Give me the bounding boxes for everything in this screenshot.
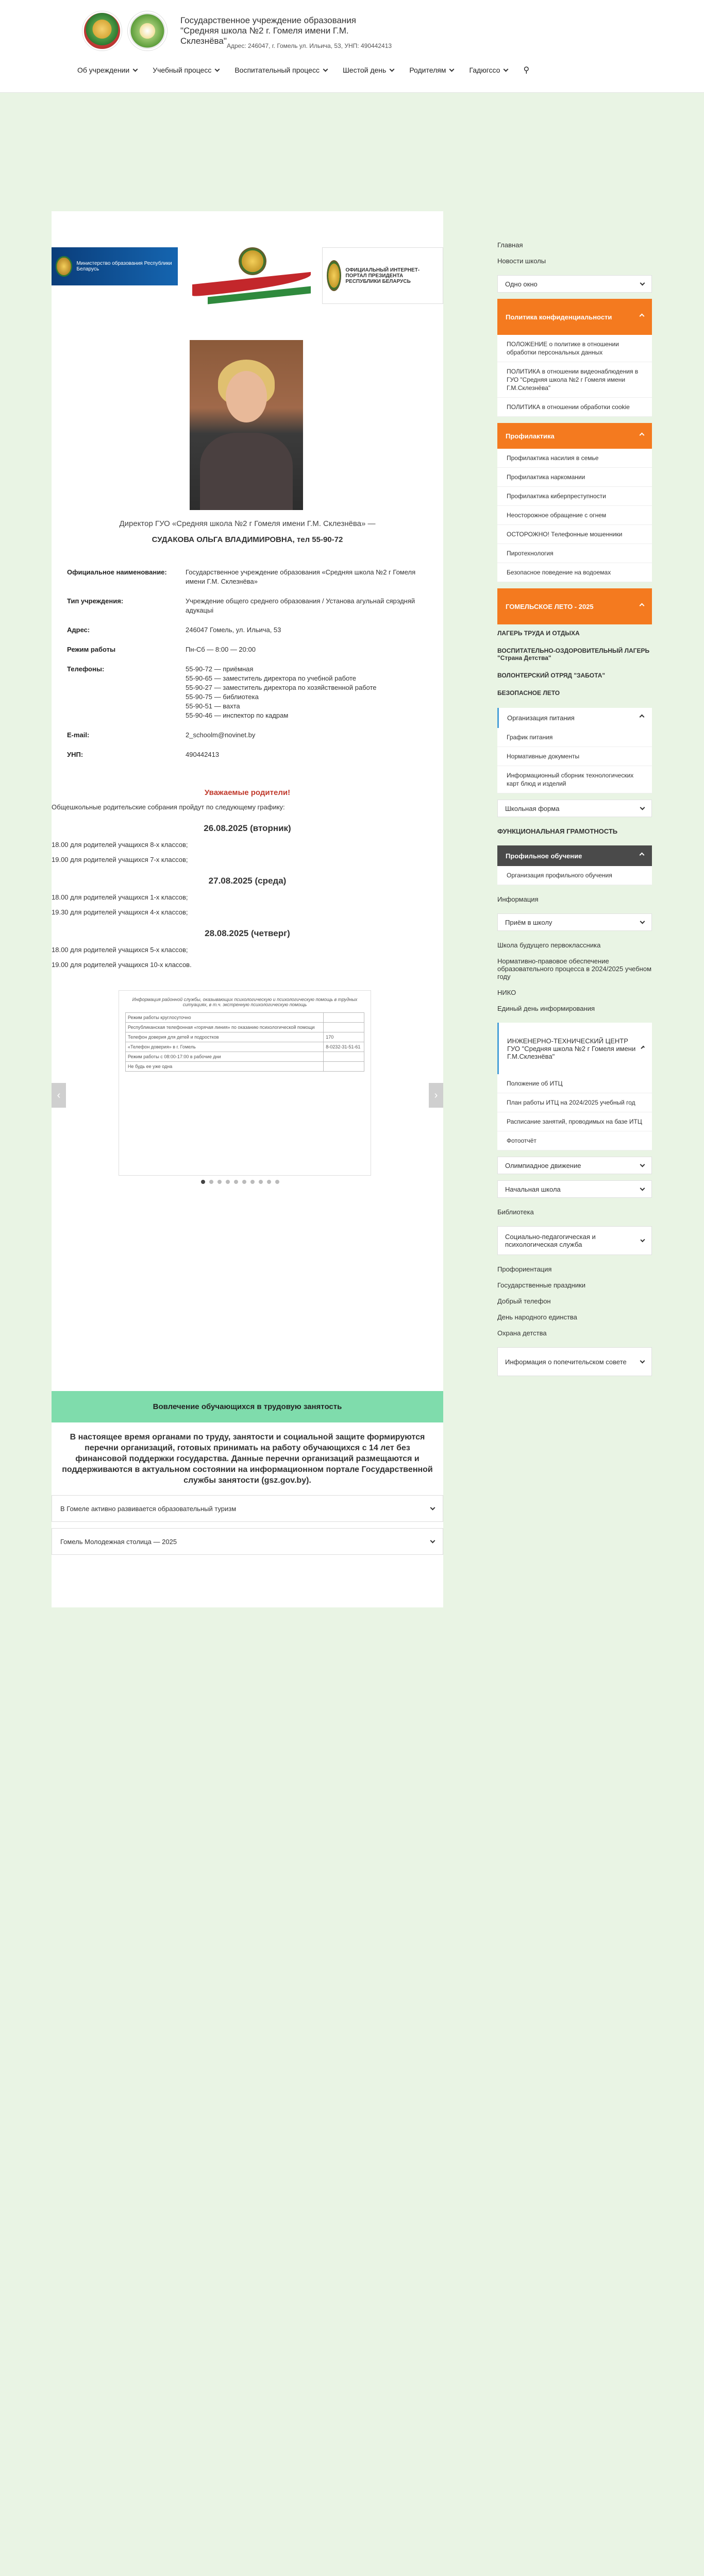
sidebar-link[interactable]: Школа будущего первоклассника	[497, 941, 601, 949]
slide-cell	[324, 1062, 364, 1072]
slider-dot[interactable]	[259, 1180, 263, 1184]
center-panel-header[interactable]	[497, 1023, 652, 1074]
slide-row	[126, 1052, 364, 1062]
sidebar-subitem[interactable]: ПОЛОЖЕНИЕ о политике в отношении обработки персональных данных	[497, 335, 652, 362]
chevron-down-icon	[640, 805, 645, 810]
meeting-date: 28.08.2025 (четверг)	[205, 928, 290, 938]
sidebar-link[interactable]: Профориентация	[497, 1265, 552, 1273]
info-row	[62, 620, 433, 640]
info-row	[62, 563, 433, 591]
dropdown-label: Начальная школа	[505, 1185, 561, 1193]
notice-title: Уважаемые родители!	[204, 788, 291, 797]
emblem-icon	[327, 260, 341, 291]
notice-intro: Общешкольные родительские собрания пройдут по следующему графику:	[52, 803, 285, 811]
career-panel-header[interactable]	[497, 845, 652, 866]
food-panel	[497, 708, 652, 793]
sidebar-subitem[interactable]: ЛАГЕРЬ ТРУДА И ОТДЫХА	[497, 630, 580, 637]
page-body	[0, 93, 704, 2576]
chevron-down-icon	[640, 1185, 645, 1191]
state-emblem-icon	[82, 11, 122, 50]
sidebar-link[interactable]: НИКО	[497, 989, 516, 996]
info-value: 55-90-72 — приёмная 55-90-65 — заместитель директора по учебной работе 55-90-27 — заместитель директора по хозяйственной работе 55-90-75 — библиотека 55-90-51 — вахта 55-90-46 — инспектор по кадрам	[186, 665, 377, 719]
accordion-label: В Гомеле активно развивается образовательный туризм	[60, 1504, 237, 1513]
main-nav	[77, 65, 529, 75]
dropdown-label: Одно окно	[505, 280, 538, 288]
slide-cell	[324, 1013, 364, 1023]
sidebar-link[interactable]: Охрана детства	[497, 1329, 547, 1337]
sidebar-link[interactable]: Новости школы	[497, 257, 546, 265]
center-items	[497, 1074, 652, 1150]
school-address: Адрес: 246047, г. Гомель ул. Ильича, 53, УНП: 490442413	[227, 42, 392, 49]
chevron-down-icon	[449, 66, 455, 72]
sidebar-subitem[interactable]: ОСТОРОЖНО! Телефонные мошенники	[497, 525, 652, 544]
slider-prev-button[interactable]: ‹	[52, 1083, 66, 1108]
meeting-line: 19.30 для родителей учащихся 4-х классов;	[52, 908, 188, 916]
director-photo	[190, 340, 303, 510]
sidebar-subitem[interactable]: Расписание занятий, проводимых на базе ИТЦ	[497, 1112, 652, 1131]
info-value: Учреждение общего среднего образования / Установа агульнай сярэдняй адукацыі	[186, 597, 415, 614]
accordion-item[interactable]	[52, 1495, 443, 1522]
slider-dot[interactable]	[226, 1180, 230, 1184]
sidebar-link[interactable]: Информация	[497, 895, 539, 903]
info-key: Режим работы	[67, 646, 116, 653]
meeting-line: 19.00 для родителей учащихся 10-х классов.	[52, 961, 192, 969]
sidebar-dropdown[interactable]	[497, 913, 652, 931]
summer-items	[497, 624, 652, 702]
slide-cell: Режим работы с 08:00-17:00 в рабочие дни	[126, 1052, 324, 1062]
info-row	[62, 591, 433, 620]
sidebar-link[interactable]: ФУНКЦИОНАЛЬНАЯ ГРАМОТНОСТЬ	[497, 827, 618, 835]
summer-panel-header[interactable]	[497, 588, 652, 624]
prevention-panel	[497, 423, 652, 582]
meeting-date: 26.08.2025 (вторник)	[204, 823, 291, 833]
chevron-up-icon	[641, 1045, 645, 1049]
dropdown-label: Приём в школу	[505, 918, 552, 926]
sidebar-link[interactable]: Нормативно-правовое обеспечение образовательного процесса в 2024/2025 учебном году	[497, 957, 652, 980]
panel-title: ИНЖЕНЕРНО-ТЕХНИЧЕСКИЙ ЦЕНТР ГУО "Средняя школа №2 г Гомеля имени Г.М.Склезнёва"	[507, 1037, 636, 1060]
sidebar	[497, 237, 652, 1382]
info-row	[62, 745, 433, 765]
sidebar-subitem[interactable]: План работы ИТЦ на 2024/2025 учебный год	[497, 1093, 652, 1112]
employment-text: В настоящее время органами по труду, занятости и социальной защите формируются перечни организаций, готовых принимать на работу обучающихся с 14 лет без финансовой поддержки государства. Данные перечни организаций размещаются и поддерживаются в актуальном состоянии на информационном портале Государственной службы занятости (gsz.gov.by).	[62, 1433, 433, 1485]
slide-row	[126, 1032, 364, 1042]
chevron-down-icon	[640, 1162, 645, 1167]
site-header	[0, 0, 704, 93]
slide-table	[125, 1012, 364, 1072]
chevron-down-icon	[390, 66, 395, 72]
ministry-banner[interactable]	[52, 247, 178, 285]
info-key: Официальное наименование:	[67, 568, 167, 576]
summer-panel	[497, 588, 652, 702]
slider-dot[interactable]	[201, 1180, 205, 1184]
sidebar-subitem[interactable]: БЕЗОПАСНОЕ ЛЕТО	[497, 689, 560, 697]
sidebar-subitem[interactable]: Безопасное поведение на водоемах	[497, 563, 652, 582]
employment-heading: Вовлечение обучающихся в трудовую занятость	[52, 1391, 443, 1422]
sidebar-subitem[interactable]: Фотоотчёт	[497, 1131, 652, 1150]
slider-dot[interactable]	[250, 1180, 255, 1184]
policy-items	[497, 335, 652, 417]
ministry-banner-label: Министерство образования Республики Беларусь	[76, 261, 172, 272]
slider-dots	[201, 1180, 279, 1184]
slider-dot[interactable]	[242, 1180, 246, 1184]
chevron-up-icon	[640, 432, 645, 437]
nav-item[interactable]: Шестой день	[343, 65, 394, 75]
chevron-down-icon	[430, 1505, 435, 1510]
policy-panel	[497, 299, 652, 417]
nav-item[interactable]: Родителям	[409, 65, 454, 75]
sidebar-subitem[interactable]: Неосторожное обращение с огнем	[497, 506, 652, 525]
dropdown-label: Школьная форма	[505, 804, 560, 812]
nav-item[interactable]: Воспитательный процесс	[234, 65, 327, 75]
info-key: Тип учреждения:	[67, 597, 124, 605]
info-row	[62, 725, 433, 745]
info-key: E-mail:	[67, 731, 90, 739]
sidebar-subitem[interactable]: Пиротехнология	[497, 544, 652, 563]
sidebar-link[interactable]: Единый день информирования	[497, 1005, 595, 1012]
meeting-date: 27.08.2025 (среда)	[208, 876, 287, 886]
chevron-up-icon	[640, 603, 645, 608]
accordion-label: Гомель Молодежная столица — 2025	[60, 1537, 177, 1546]
engineering-center-panel	[497, 1023, 652, 1150]
sidebar-subitem[interactable]: Профилактика наркомании	[497, 468, 652, 487]
chevron-down-icon	[323, 66, 328, 72]
sidebar-subitem[interactable]: Профилактика киберпреступности	[497, 487, 652, 506]
school-logo-icon[interactable]	[128, 11, 167, 50]
slider-dot[interactable]	[267, 1180, 271, 1184]
chevron-down-icon	[640, 919, 645, 924]
info-row	[62, 640, 433, 659]
chevron-down-icon	[640, 1358, 645, 1363]
employment-section	[52, 1391, 443, 1555]
dropdown-label: Социально-педагогическая и психологическая служба	[505, 1233, 596, 1248]
sidebar-dropdown[interactable]	[497, 1180, 652, 1198]
sidebar-subitem[interactable]: Организация профильного обучения	[497, 866, 652, 885]
slider-dot[interactable]	[217, 1180, 222, 1184]
sidebar-subitem[interactable]: Профилактика насилия в семье	[497, 449, 652, 468]
dropdown-label: Информация о попечительском совете	[505, 1358, 627, 1366]
slider-dot[interactable]	[209, 1180, 213, 1184]
photo-body	[200, 433, 293, 510]
slide-cell: «Телефон доверия» в г. Гомель	[126, 1042, 324, 1052]
sidebar-dropdown[interactable]	[497, 1226, 652, 1255]
slide	[119, 990, 371, 1176]
chevron-down-icon	[215, 66, 220, 72]
slide-cell: Телефон доверия для детей и подростков	[126, 1032, 324, 1042]
sidebar-link[interactable]: Добрый телефон	[497, 1297, 551, 1305]
header-logos	[82, 11, 167, 50]
slide-cell	[324, 1052, 364, 1062]
meeting-line: 18.00 для родителей учащихся 1-х классов;	[52, 893, 188, 901]
info-value: Пн-Сб — 8:00 — 20:00	[186, 646, 256, 653]
chevron-down-icon	[640, 1237, 645, 1242]
sidebar-link[interactable]: Библиотека	[497, 1208, 534, 1216]
food-panel-header[interactable]	[497, 708, 652, 728]
sidebar-dropdown[interactable]	[497, 275, 652, 293]
chevron-down-icon	[640, 280, 645, 285]
info-value: 246047 Гомель, ул. Ильича, 53	[186, 626, 281, 634]
slider-dot[interactable]	[234, 1180, 238, 1184]
sidebar-link[interactable]: Государственные праздники	[497, 1281, 586, 1289]
meeting-line: 18.00 для родителей учащихся 8-х классов;	[52, 841, 188, 849]
emblem-icon	[239, 247, 266, 275]
sidebar-subitem[interactable]: Нормативные документы	[497, 747, 652, 766]
slide-row	[126, 1042, 364, 1052]
prevention-panel-header[interactable]	[497, 423, 652, 449]
panel-title: Политика конфиденциальности	[506, 313, 612, 321]
policy-panel-header[interactable]	[497, 299, 652, 335]
meeting-line: 19.00 для родителей учащихся 7-х классов;	[52, 856, 188, 863]
chevron-up-icon	[640, 715, 645, 720]
sidebar-links	[497, 937, 652, 1016]
slide-cell: Республиканская телефонная «горячая линия» по оказанию психологической помощи	[126, 1023, 324, 1032]
info-slider	[52, 990, 443, 1186]
panel-title: ГОМЕЛЬСКОЕ ЛЕТО - 2025	[506, 602, 594, 611]
school-info-table	[62, 563, 433, 765]
panel-title: Организация питания	[507, 714, 575, 722]
panel-title: Профилактика	[506, 432, 555, 440]
slider-next-button[interactable]: ›	[429, 1083, 443, 1108]
meeting-line: 18.00 для родителей учащихся 5-х классов;	[52, 946, 188, 954]
sidebar-subitem[interactable]: ПОЛИТИКА в отношении видеонаблюдения в ГУО "Средняя школа №2 г Гомеля имени Г.М.Склезнёва"	[497, 362, 652, 398]
meeting-schedule	[52, 823, 443, 969]
info-key: УНП:	[67, 751, 83, 758]
chevron-down-icon	[430, 1538, 435, 1543]
slide-cell: 170	[324, 1032, 364, 1042]
dropdown-label: Олимпиадное движение	[505, 1161, 581, 1170]
slide-row	[126, 1013, 364, 1023]
sidebar-links	[497, 1261, 652, 1341]
nav-item[interactable]: Гадюгссо	[469, 65, 508, 75]
sidebar-dropdown[interactable]	[497, 800, 652, 817]
portal-banner-label: ОФИЦИАЛЬНЫЙ ИНТЕРНЕТ-ПОРТАЛ ПРЕЗИДЕНТА РЕСПУБЛИКИ БЕЛАРУСЬ	[345, 267, 420, 284]
nav-item[interactable]: Об учреждении	[77, 65, 137, 75]
school-title[interactable]: Государственное учреждение образования "Средняя школа №2 г. Гомеля имени Г.М. Склезнёва"	[180, 15, 357, 46]
info-value: Государственное учреждение образования «Средняя школа №2 г Гомеля имени Г.М. Склезнёва»	[186, 568, 416, 585]
photo-face	[226, 371, 267, 422]
slide-cell	[324, 1023, 364, 1032]
food-items	[497, 728, 652, 793]
sidebar-subitem[interactable]: ВОЛОНТЕРСКИЙ ОТРЯД "ЗАБОТА"	[497, 672, 606, 679]
search-icon[interactable]: ⚲	[523, 66, 530, 75]
chevron-down-icon	[133, 66, 138, 72]
sidebar-link[interactable]: День народного единства	[497, 1313, 577, 1321]
sidebar-subitem[interactable]: ВОСПИТАТЕЛЬНО-ОЗДОРОВИТЕЛЬНЫЙ ЛАГЕРЬ "Страна Детства"	[497, 647, 650, 662]
banners	[52, 247, 443, 304]
director-name: СУДАКОВА ОЛЬГА ВЛАДИМИРОВНА, тел 55-90-72	[152, 535, 343, 544]
chevron-down-icon	[504, 66, 509, 72]
prevention-items	[497, 449, 652, 582]
info-value: 2_schoolm@novinet.by	[186, 731, 256, 739]
slide-cell: Не будь ее уже одна	[126, 1062, 324, 1072]
accordion-item[interactable]	[52, 1528, 443, 1555]
sidebar-subitem[interactable]: График питания	[497, 728, 652, 747]
sidebar-dropdown[interactable]	[497, 1157, 652, 1174]
sidebar-subitem[interactable]: ПОЛИТИКА в отношении обработки cookie	[497, 398, 652, 417]
chevron-up-icon	[640, 313, 645, 318]
slide-row	[126, 1062, 364, 1072]
slide-cell: 8-0232-31-51-61	[324, 1042, 364, 1052]
info-key: Адрес:	[67, 626, 90, 634]
chevron-up-icon	[640, 852, 645, 857]
info-row	[62, 659, 433, 725]
flag-banner[interactable]	[192, 247, 308, 304]
panel-title: Профильное обучение	[506, 852, 582, 860]
slide-row	[126, 1023, 364, 1032]
slide-heading: Информация районной службы, оказывающих психологическую и психологическую помощь в трудных ситуациях, в т.ч. экстренную психологическую помощь	[132, 997, 358, 1007]
slider-dot[interactable]	[275, 1180, 279, 1184]
slide-cell: Режим работы круглосуточно	[126, 1013, 324, 1023]
president-portal-banner[interactable]	[322, 247, 443, 304]
sidebar-link[interactable]: Главная	[497, 241, 523, 249]
sidebar-subitem[interactable]: Положение об ИТЦ	[497, 1074, 652, 1093]
sidebar-dropdown[interactable]	[497, 1347, 652, 1376]
nav-item[interactable]: Учебный процесс	[153, 65, 219, 75]
info-key: Телефоны:	[67, 665, 105, 673]
sidebar-subitem[interactable]: Информационный сборник технологических карт блюд и изделий	[497, 766, 652, 793]
info-value: 490442413	[186, 751, 220, 758]
emblem-icon	[56, 256, 72, 277]
career-panel	[497, 845, 652, 885]
director-caption: Директор ГУО «Средняя школа №2 г Гомеля имени Г.М. Склезнёва» —	[119, 519, 376, 528]
